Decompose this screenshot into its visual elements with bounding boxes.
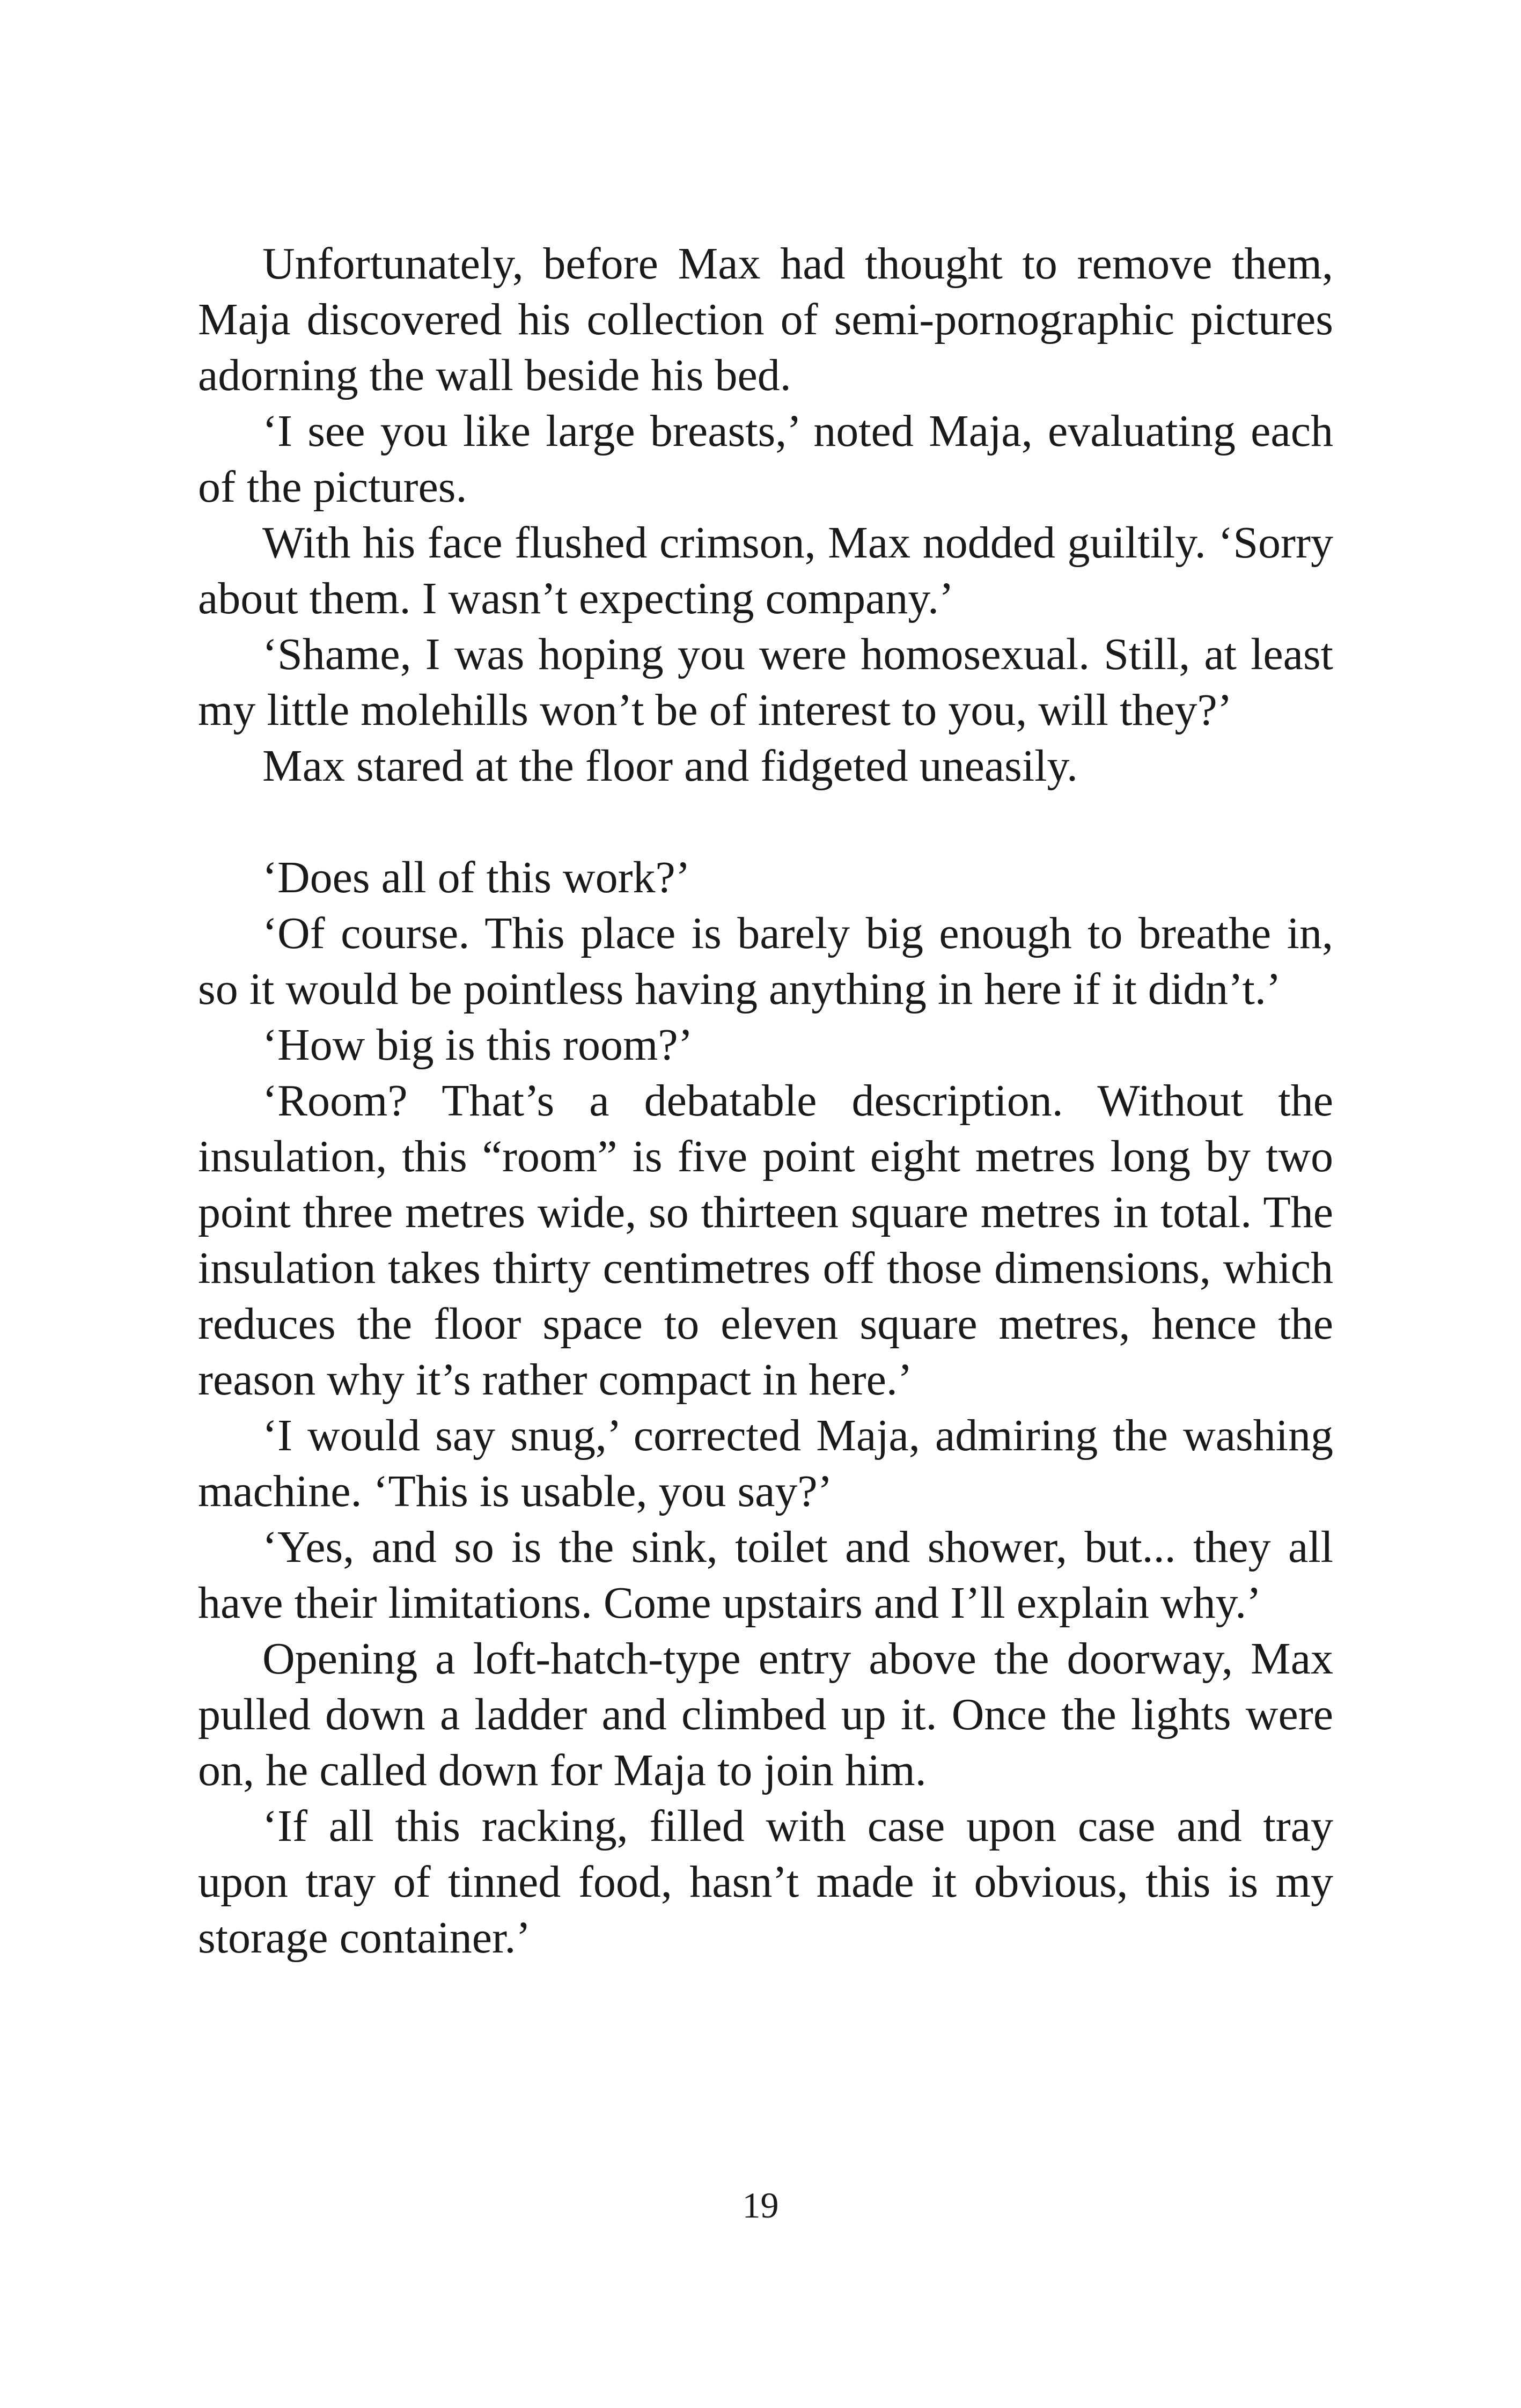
paragraph: ‘Yes, and so is the sink, toilet and shower, but... they all have their limitations. Come upstairs and I’ll explain why.’ — [198, 1522, 1333, 1628]
paragraph: Unfortunately, before Max had thought to remove them, Maja discovered his collection of semi-pornographic pictures adorning the wall beside his bed. — [198, 239, 1333, 400]
paragraph: Opening a loft-hatch-type entry above the doorway, Max pulled down a ladder and climbed up it. Once the lights were on, he called down for Maja to join him. — [198, 1634, 1333, 1795]
paragraph: ‘I see you like large breasts,’ noted Maja, evaluating each of the pictures. — [198, 406, 1333, 512]
paragraph: Max stared at the floor and fidgeted uneasily. — [262, 741, 1078, 791]
paragraph: With his face flushed crimson, Max nodded guiltily. ‘Sorry about them. I wasn’t expecting company.’ — [198, 518, 1333, 623]
paragraph: ‘Does all of this work?’ — [262, 853, 690, 902]
paragraph: ‘How big is this room?’ — [262, 1020, 693, 1070]
paragraph: ‘Room? That’s a debatable description. Without the insulation, this “room” is five point eight metres long by two point three metres wide, so thirteen square metres in total. The insulation takes thirty centimetres off those dimensions, which reduces the floor space to eleven square metres, hence the reason why it’s rather compact in here.’ — [198, 1076, 1333, 1405]
paragraph: ‘If all this racking, filled with case upon case and tray upon tray of tinned food, hasn’t made it obvious, this is my storage container.’ — [198, 1801, 1333, 1963]
paragraph: ‘Shame, I was hoping you were homosexual. Still, at least my little molehills won’t be of interest to you, will they?’ — [198, 629, 1333, 735]
body-text — [198, 236, 1333, 1966]
paragraph: ‘I would say snug,’ corrected Maja, admiring the washing machine. ‘This is usable, you say?’ — [198, 1411, 1333, 1516]
section-break — [198, 794, 1333, 850]
page-number: 19 — [742, 2185, 779, 2226]
paragraph: ‘Of course. This place is barely big enough to breathe in, so it would be pointless having anything in here if it didn’t.’ — [198, 908, 1333, 1014]
